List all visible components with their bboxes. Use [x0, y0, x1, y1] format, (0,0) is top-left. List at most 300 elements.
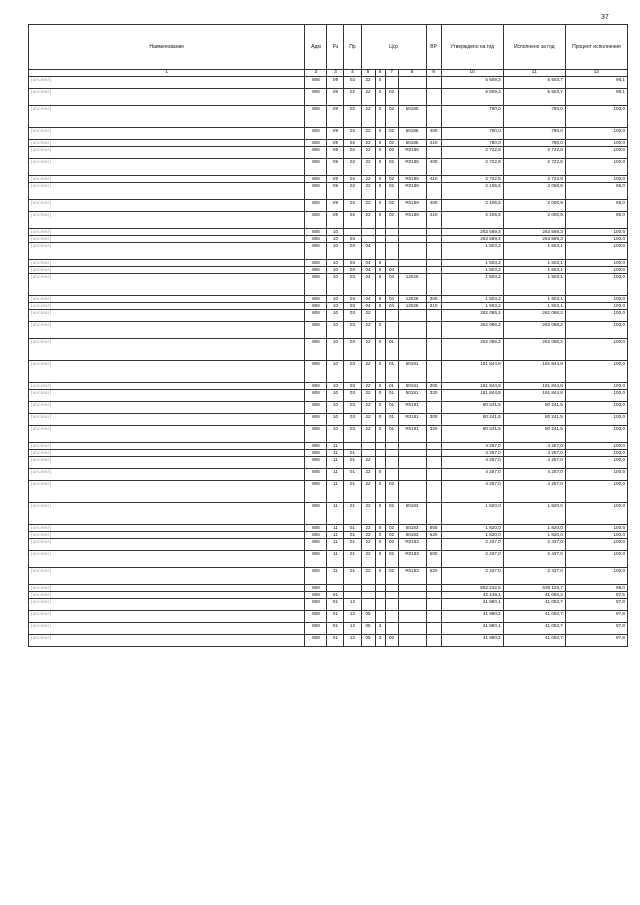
row-approved: 1 503,2 [441, 267, 503, 274]
row-csr-measure [385, 457, 398, 469]
row-csr-program [361, 236, 375, 243]
table-body [29, 77, 628, 647]
row-adm: 808 [305, 585, 327, 592]
row-csr-direction [398, 592, 426, 599]
row-csr-subprogram: 0 [375, 539, 385, 551]
row-adm: 806 [305, 310, 327, 322]
row-csr-measure [385, 229, 398, 236]
row-csr-direction [398, 339, 426, 361]
row-csr-subprogram [375, 457, 385, 469]
row-approved: 652 242,5 [441, 585, 503, 592]
row-pr: 03 [344, 414, 361, 426]
row-csr-measure: 01 [385, 414, 398, 426]
row-executed: 780,0 [503, 140, 565, 147]
row-csr-subprogram: 0 [375, 568, 385, 585]
row-percent: 100,0 [565, 140, 627, 147]
row-approved: 4 257,0 [441, 443, 503, 450]
row-vr: 320 [426, 426, 441, 443]
row-pr: 01 [344, 481, 361, 503]
row-rz: 09 [327, 77, 344, 89]
row-csr-measure: 04 [385, 274, 398, 296]
row-pr: 12 [344, 611, 361, 623]
row-adm: 806 [305, 128, 327, 140]
row-adm: 806 [305, 450, 327, 457]
row-csr-program: 22 [361, 457, 375, 469]
table-row [29, 274, 628, 296]
row-executed: 780,0 [503, 106, 565, 128]
row-csr-subprogram: 0 [375, 128, 385, 140]
row-percent: 100,0 [565, 267, 627, 274]
table-row [29, 426, 628, 443]
row-vr: 300 [426, 383, 441, 390]
header-executed: Исполнено за год [503, 25, 565, 70]
row-approved: 2 437,0 [441, 551, 503, 568]
row-csr-measure: 02 [385, 503, 398, 525]
row-percent: 98,1 [565, 77, 627, 89]
table-row [29, 414, 628, 426]
row-rz: 10 [327, 426, 344, 443]
row-percent: 100,0 [565, 147, 627, 159]
row-rz: 11 [327, 539, 344, 551]
row-approved: 181 844,8 [441, 361, 503, 383]
row-rz: 10 [327, 229, 344, 236]
row-pr: 02 [344, 128, 361, 140]
row-csr-subprogram [375, 611, 385, 623]
table-row [29, 267, 628, 274]
header-csr: Цср [361, 25, 426, 70]
row-rz: 09 [327, 159, 344, 176]
row-name: [unclear] [29, 532, 305, 539]
row-vr [426, 585, 441, 592]
row-adm: 806 [305, 229, 327, 236]
row-executed: 1 503,1 [503, 267, 565, 274]
row-rz: 10 [327, 243, 344, 260]
row-csr-direction [398, 585, 426, 592]
row-csr-direction: 50181 [398, 361, 426, 383]
row-csr-subprogram: 6 [375, 296, 385, 303]
row-percent: 98,1 [565, 89, 627, 106]
row-executed: 263 589,3 [503, 236, 565, 243]
table-row [29, 457, 628, 469]
row-percent: 100,0 [565, 414, 627, 426]
row-adm: 806 [305, 503, 327, 525]
row-approved: 1 503,2 [441, 296, 503, 303]
row-percent: 100,0 [565, 503, 627, 525]
row-executed: 1 503,1 [503, 296, 565, 303]
row-csr-program [361, 585, 375, 592]
row-pr: 02 [344, 183, 361, 200]
row-csr-direction: R0185 [398, 176, 426, 183]
row-executed: 262 086,2 [503, 310, 565, 322]
row-executed: 1 503,1 [503, 260, 565, 267]
row-csr-direction: R0183 [398, 551, 426, 568]
row-csr-subprogram: 0 [375, 414, 385, 426]
row-csr-measure [385, 322, 398, 339]
table-row [29, 390, 628, 402]
row-name: [unclear] [29, 89, 305, 106]
row-rz: 01 [327, 611, 344, 623]
row-pr: 02 [344, 77, 361, 89]
row-name: [unclear] [29, 599, 305, 611]
row-percent: 100,0 [565, 568, 627, 585]
row-csr-direction [398, 443, 426, 450]
row-vr [426, 481, 441, 503]
row-percent: 100,0 [565, 426, 627, 443]
row-rz: 10 [327, 339, 344, 361]
row-csr-subprogram [375, 243, 385, 260]
row-rz: 10 [327, 402, 344, 414]
row-csr-subprogram: 0 [375, 390, 385, 402]
row-rz: 10 [327, 310, 344, 322]
row-name: [unclear] [29, 426, 305, 443]
row-pr: 12 [344, 635, 361, 647]
row-adm: 806 [305, 532, 327, 539]
row-csr-program: 22 [361, 383, 375, 390]
row-approved: 4 257,0 [441, 457, 503, 469]
row-vr [426, 236, 441, 243]
row-adm: 806 [305, 426, 327, 443]
row-rz: 10 [327, 296, 344, 303]
row-pr [344, 443, 361, 450]
row-vr [426, 106, 441, 128]
header-approved: Утверждено на год [441, 25, 503, 70]
row-executed: 2 437,0 [503, 551, 565, 568]
row-pr: 01 [344, 551, 361, 568]
row-csr-measure [385, 310, 398, 322]
row-executed: 4 257,0 [503, 469, 565, 481]
row-rz: 11 [327, 481, 344, 503]
row-executed: 1 503,1 [503, 274, 565, 296]
row-csr-subprogram: 0 [375, 147, 385, 159]
row-pr: 03 [344, 383, 361, 390]
row-csr-program: 04 [361, 296, 375, 303]
row-csr-measure: 02 [385, 176, 398, 183]
row-adm: 806 [305, 481, 327, 503]
row-csr-measure [385, 592, 398, 599]
row-name: [unclear] [29, 159, 305, 176]
row-vr [426, 443, 441, 450]
row-adm: 806 [305, 147, 327, 159]
row-csr-direction: 12026 [398, 274, 426, 296]
table-row [29, 236, 628, 243]
row-vr [426, 229, 441, 236]
row-pr: 03 [344, 260, 361, 267]
row-csr-measure: 02 [385, 635, 398, 647]
row-vr [426, 503, 441, 525]
row-csr-program: 22 [361, 339, 375, 361]
row-rz: 11 [327, 551, 344, 568]
row-executed: 181 844,8 [503, 390, 565, 402]
row-approved: 41 680,1 [441, 635, 503, 647]
row-percent: 100,0 [565, 457, 627, 469]
row-csr-direction: 50183 [398, 525, 426, 532]
row-vr [426, 635, 441, 647]
row-csr-subprogram: 0 [375, 383, 385, 390]
row-vr [426, 267, 441, 274]
row-csr-program: 22 [361, 77, 375, 89]
row-csr-direction: 50185 [398, 140, 426, 147]
row-approved: 262 086,2 [441, 339, 503, 361]
table-row [29, 229, 628, 236]
row-vr: 300 [426, 414, 441, 426]
table-row [29, 260, 628, 267]
row-adm: 806 [305, 383, 327, 390]
row-percent: 100,0 [565, 128, 627, 140]
row-vr [426, 592, 441, 599]
row-csr-measure [385, 260, 398, 267]
row-executed: 262 086,2 [503, 322, 565, 339]
row-executed: 2 722,8 [503, 147, 565, 159]
row-adm: 806 [305, 525, 327, 532]
row-csr-subprogram [375, 450, 385, 457]
row-csr-measure: 02 [385, 525, 398, 532]
row-csr-program: 22 [361, 390, 375, 402]
row-approved: 5 609,3 [441, 77, 503, 89]
header-name: Наименование [29, 25, 305, 70]
row-csr-measure: 01 [385, 361, 398, 383]
row-executed: 4 257,0 [503, 481, 565, 503]
row-adm: 808 [305, 611, 327, 623]
row-percent: 100,0 [565, 322, 627, 339]
row-pr: 12 [344, 599, 361, 611]
row-csr-direction [398, 469, 426, 481]
row-csr-direction [398, 89, 426, 106]
row-name: [unclear] [29, 77, 305, 89]
row-csr-direction: 50181 [398, 390, 426, 402]
row-rz: 10 [327, 260, 344, 267]
row-pr: 02 [344, 159, 361, 176]
row-approved: 263 589,4 [441, 229, 503, 236]
row-adm: 808 [305, 635, 327, 647]
row-csr-measure: 02 [385, 147, 398, 159]
table-row [29, 106, 628, 128]
row-csr-measure [385, 243, 398, 260]
row-pr: 02 [344, 89, 361, 106]
row-percent: 100,0 [565, 539, 627, 551]
row-executed: 1 820,0 [503, 503, 565, 525]
row-csr-direction: 50183 [398, 532, 426, 539]
row-vr [426, 243, 441, 260]
row-name: [unclear] [29, 140, 305, 147]
row-executed: 80 241,5 [503, 402, 565, 414]
row-percent: 100,0 [565, 176, 627, 183]
row-csr-subprogram [375, 443, 385, 450]
row-csr-program: 05 [361, 635, 375, 647]
column-number: 5 [361, 70, 375, 77]
row-pr: 02 [344, 176, 361, 183]
table-row [29, 469, 628, 481]
row-csr-measure [385, 623, 398, 635]
row-adm: 806 [305, 322, 327, 339]
row-approved: 80 241,5 [441, 426, 503, 443]
table-row [29, 77, 628, 89]
row-name: [unclear] [29, 525, 305, 532]
row-vr [426, 623, 441, 635]
row-csr-measure: 01 [385, 383, 398, 390]
table-row [29, 481, 628, 503]
row-rz: 11 [327, 469, 344, 481]
row-csr-measure: 02 [385, 551, 398, 568]
row-approved: 2 106,5 [441, 212, 503, 229]
row-rz: 09 [327, 147, 344, 159]
row-name: [unclear] [29, 229, 305, 236]
row-pr: 01 [344, 532, 361, 539]
row-percent: 100,0 [565, 383, 627, 390]
row-csr-direction: R0181 [398, 426, 426, 443]
header-percent: Процент исполнения [565, 25, 627, 70]
row-adm: 806 [305, 457, 327, 469]
row-adm: 806 [305, 274, 327, 296]
row-csr-measure: 02 [385, 89, 398, 106]
table-row [29, 450, 628, 457]
row-csr-subprogram: 0 [375, 176, 385, 183]
row-csr-subprogram [375, 310, 385, 322]
row-executed: 4 257,0 [503, 457, 565, 469]
row-csr-subprogram: 0 [375, 183, 385, 200]
row-csr-program: 22 [361, 525, 375, 532]
table-row [29, 361, 628, 383]
row-rz: 10 [327, 390, 344, 402]
row-csr-program: 22 [361, 212, 375, 229]
row-name: [unclear] [29, 212, 305, 229]
table-row [29, 140, 628, 147]
row-rz: 10 [327, 267, 344, 274]
row-csr-program: 22 [361, 200, 375, 212]
row-csr-measure: 04 [385, 296, 398, 303]
row-vr: 400 [426, 200, 441, 212]
row-name: [unclear] [29, 183, 305, 200]
row-approved: 42 149,1 [441, 592, 503, 599]
row-percent: 100,0 [565, 361, 627, 383]
row-pr: 03 [344, 361, 361, 383]
row-name: [unclear] [29, 481, 305, 503]
row-percent: 95,0 [565, 183, 627, 200]
row-csr-program: 22 [361, 469, 375, 481]
row-csr-direction: 12026 [398, 296, 426, 303]
row-csr-direction [398, 229, 426, 236]
row-executed: 41 053,7 [503, 611, 565, 623]
row-vr [426, 469, 441, 481]
row-name: [unclear] [29, 310, 305, 322]
row-csr-direction [398, 457, 426, 469]
row-vr [426, 361, 441, 383]
row-percent: 95,0 [565, 200, 627, 212]
table-row [29, 339, 628, 361]
row-percent: 97,8 [565, 623, 627, 635]
row-rz: 11 [327, 450, 344, 457]
row-vr [426, 322, 441, 339]
row-executed: 80 241,5 [503, 414, 565, 426]
row-vr: 320 [426, 390, 441, 402]
row-pr: 03 [344, 243, 361, 260]
row-executed: 5 503,7 [503, 89, 565, 106]
row-csr-direction: 12026 [398, 303, 426, 310]
table-row [29, 296, 628, 303]
row-csr-subprogram: 6 [375, 260, 385, 267]
row-csr-subprogram: 0 [375, 551, 385, 568]
row-vr [426, 450, 441, 457]
table-row [29, 89, 628, 106]
table-row [29, 402, 628, 414]
row-csr-measure: 01 [385, 426, 398, 443]
row-adm: 806 [305, 140, 327, 147]
row-rz: 09 [327, 106, 344, 128]
row-adm: 806 [305, 243, 327, 260]
row-percent: 100,0 [565, 274, 627, 296]
row-percent: 100,0 [565, 339, 627, 361]
row-approved: 1 503,2 [441, 243, 503, 260]
row-pr: 03 [344, 296, 361, 303]
row-executed: 181 844,8 [503, 361, 565, 383]
row-executed: 2 437,0 [503, 539, 565, 551]
row-pr [344, 585, 361, 592]
row-pr: 01 [344, 539, 361, 551]
row-csr-subprogram: 0 [375, 469, 385, 481]
row-csr-subprogram [375, 585, 385, 592]
row-csr-direction: R0181 [398, 414, 426, 426]
row-rz [327, 585, 344, 592]
row-csr-subprogram: 3 [375, 623, 385, 635]
row-vr: 300 [426, 296, 441, 303]
row-rz: 11 [327, 503, 344, 525]
row-vr: 310 [426, 303, 441, 310]
row-csr-program: 22 [361, 551, 375, 568]
row-executed: 41 053,7 [503, 599, 565, 611]
row-pr: 02 [344, 212, 361, 229]
row-csr-subprogram [375, 599, 385, 611]
row-csr-program: 22 [361, 568, 375, 585]
row-percent: 100,0 [565, 525, 627, 532]
row-approved: 1 503,2 [441, 274, 503, 296]
row-approved: 4 257,0 [441, 450, 503, 457]
row-adm: 806 [305, 443, 327, 450]
row-rz: 11 [327, 525, 344, 532]
row-csr-subprogram: 6 [375, 274, 385, 296]
row-adm: 806 [305, 551, 327, 568]
row-csr-direction: R0183 [398, 539, 426, 551]
row-csr-subprogram: 0 [375, 200, 385, 212]
row-adm: 806 [305, 212, 327, 229]
row-vr [426, 457, 441, 469]
row-executed: 4 257,0 [503, 443, 565, 450]
row-adm: 806 [305, 361, 327, 383]
row-csr-program: 22 [361, 503, 375, 525]
row-vr [426, 260, 441, 267]
row-csr-subprogram: 0 [375, 525, 385, 532]
row-rz: 10 [327, 414, 344, 426]
column-number: 2 [305, 70, 327, 77]
table-row [29, 532, 628, 539]
row-executed: 2 722,8 [503, 176, 565, 183]
row-rz: 01 [327, 623, 344, 635]
row-csr-measure: 04 [385, 303, 398, 310]
row-approved: 4 257,0 [441, 481, 503, 503]
row-rz: 11 [327, 532, 344, 539]
row-adm: 808 [305, 592, 327, 599]
row-adm: 806 [305, 89, 327, 106]
row-csr-program [361, 592, 375, 599]
table-row [29, 303, 628, 310]
row-pr: 01 [344, 450, 361, 457]
row-pr: 03 [344, 274, 361, 296]
row-rz: 11 [327, 443, 344, 450]
row-executed: 262 086,2 [503, 339, 565, 361]
row-pr: 01 [344, 469, 361, 481]
row-csr-measure: 02 [385, 159, 398, 176]
row-csr-direction: 50185 [398, 106, 426, 128]
row-approved: 181 844,8 [441, 383, 503, 390]
row-rz: 09 [327, 89, 344, 106]
